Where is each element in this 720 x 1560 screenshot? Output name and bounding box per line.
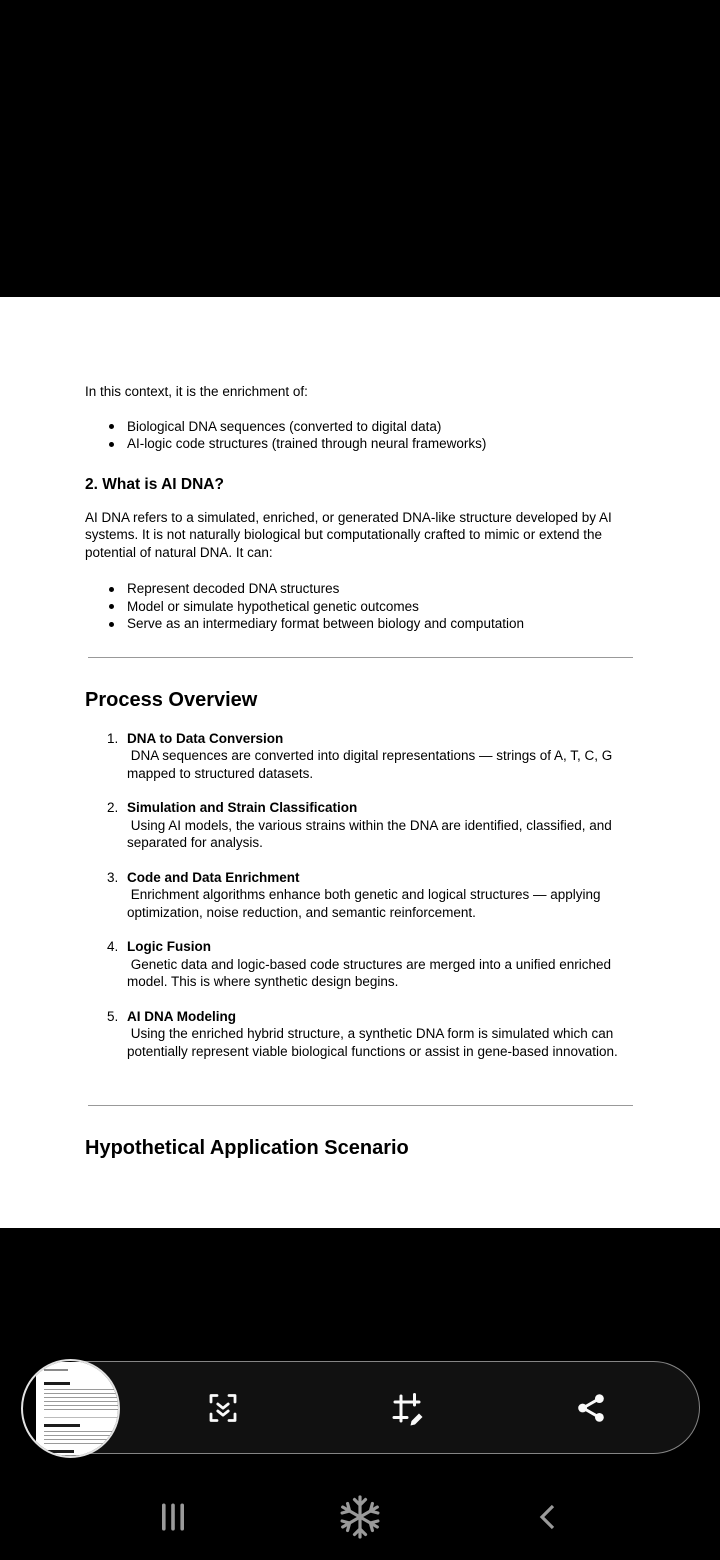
bullet-dot-icon [109, 587, 114, 592]
step-body: Enrichment algorithms enhance both genetic and logical structures — applying optimization, noise reduction, and semantic reinforcement. [127, 887, 605, 920]
bullet-text: AI-logic code structures (trained through neural frameworks) [127, 436, 487, 451]
step-title: Logic Fusion [127, 939, 211, 954]
section-paragraph: AI DNA refers to a simulated, enriched, or generated DNA-like structure developed by AI systems. It is not naturally biological but computationally crafted to mimic or extend the potential of natural DNA. It can: [85, 509, 612, 560]
list-item [85, 730, 633, 783]
recents-button[interactable] [149, 1493, 197, 1541]
home-button[interactable] [336, 1493, 384, 1541]
crop-edit-icon [389, 1390, 425, 1426]
list-item [85, 598, 633, 616]
step-number: 5. [107, 1008, 119, 1024]
list-item [85, 418, 633, 436]
step-body: Genetic data and logic-based code structures are merged into a unified enriched model. This is where synthetic design begins. [127, 956, 615, 989]
intro-bullet-list [85, 418, 633, 453]
list-item [85, 869, 633, 922]
page-title: Process Overview [85, 688, 258, 711]
step-body: DNA sequences are converted into digital representations — strings of A, T, C, G mapped to structured datasets. [127, 748, 617, 781]
list-item [85, 615, 633, 633]
step-body: Using the enriched hybrid structure, a synthetic DNA form is simulated which can potentially represent viable biological functions or assist in gene-based innovation. [127, 1026, 618, 1059]
step-title: AI DNA Modeling [127, 1008, 236, 1024]
screenshot-thumbnail[interactable] [21, 1359, 120, 1458]
list-item [85, 1008, 633, 1061]
bullet-text: Model or simulate hypothetical genetic outcomes [127, 598, 419, 614]
scroll-capture-button[interactable] [199, 1384, 247, 1432]
section-divider [88, 657, 633, 658]
bullet-dot-icon [109, 604, 114, 609]
list-item [85, 799, 633, 852]
list-item [85, 435, 633, 453]
list-item [85, 938, 633, 991]
crop-edit-button[interactable] [383, 1384, 431, 1432]
back-button[interactable] [523, 1493, 571, 1541]
section-bullet-list [85, 580, 633, 633]
bullet-dot-icon [109, 442, 114, 447]
share-button[interactable] [567, 1384, 615, 1432]
step-number: 1. [107, 730, 119, 746]
page-title: Hypothetical Application Scenario [85, 1137, 409, 1159]
bullet-text: Serve as an intermediary format between biology and computation [127, 616, 524, 631]
back-chevron-icon [538, 1503, 556, 1531]
section-heading: 2. What is AI DNA? [85, 475, 224, 493]
step-title: Simulation and Strain Classification [127, 800, 358, 815]
recents-icon [162, 1503, 184, 1531]
step-body: Using AI models, the various strains within the DNA are identified, classified, and separated for analysis. [127, 817, 616, 850]
thumbnail-page-preview [36, 1362, 120, 1458]
step-number: 4. [107, 939, 119, 954]
share-icon [574, 1391, 608, 1425]
document-viewport[interactable] [0, 297, 720, 1228]
intro-line: In this context, it is the enrichment of: [85, 384, 308, 399]
scroll-capture-icon [206, 1391, 240, 1425]
bullet-dot-icon [109, 424, 114, 429]
step-title: Code and Data Enrichment [127, 869, 300, 885]
list-item [85, 580, 633, 598]
bullet-text: Biological DNA sequences (converted to digital data) [127, 418, 442, 434]
step-number: 3. [107, 869, 119, 885]
step-title: DNA to Data Conversion [127, 730, 284, 746]
screenshot-toolbar [22, 1361, 700, 1454]
step-number: 2. [107, 800, 119, 815]
top-black-area [0, 0, 720, 297]
bullet-text: Represent decoded DNA structures [127, 581, 340, 596]
section-divider [88, 1105, 633, 1106]
snowflake-icon [336, 1493, 384, 1541]
process-step-list [85, 730, 633, 1061]
bullet-dot-icon [109, 622, 114, 627]
